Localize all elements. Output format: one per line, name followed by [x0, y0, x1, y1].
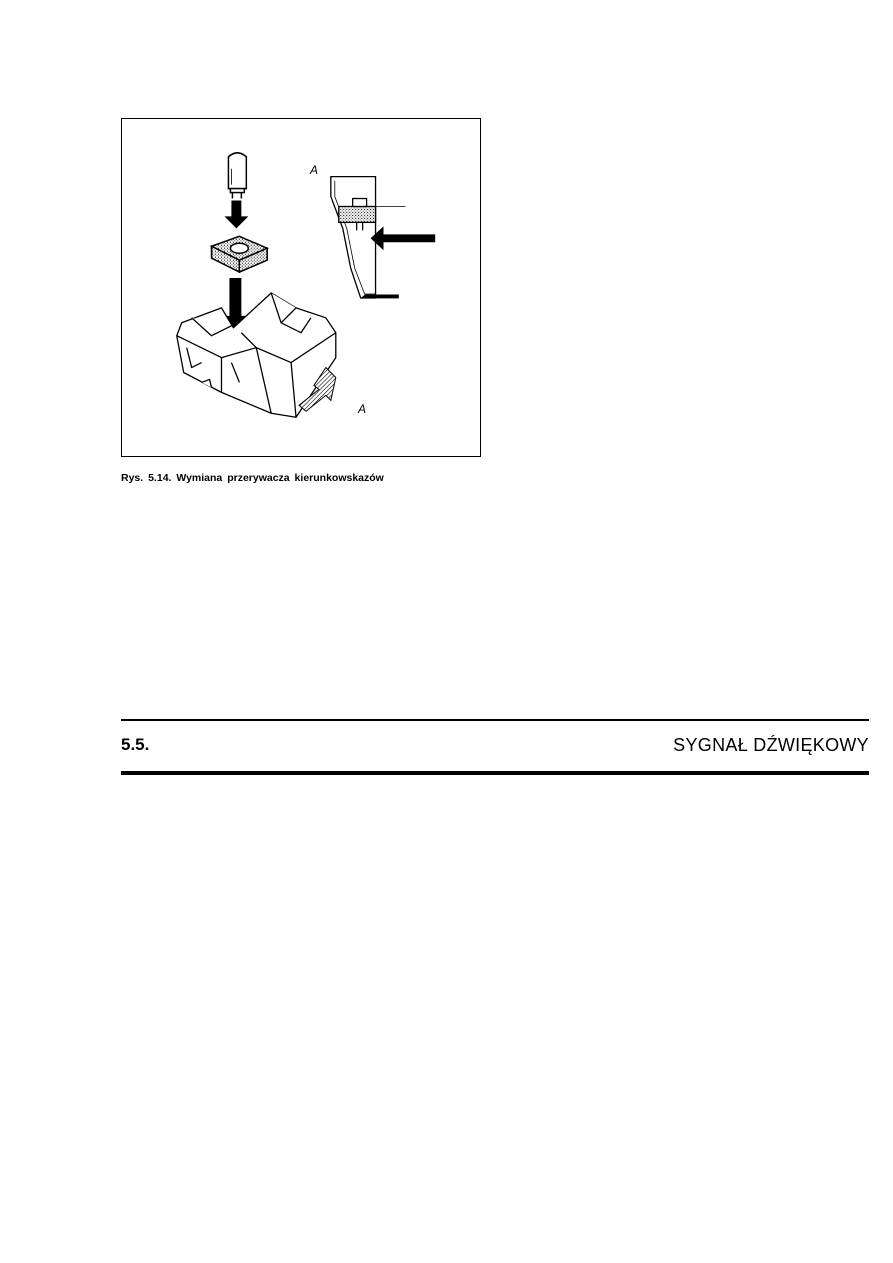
figure-caption: Rys. 5.14. Wymiana przerywacza kierunkowskazów [121, 472, 384, 484]
figure-frame [121, 118, 481, 457]
detail-label-top: A [310, 163, 319, 177]
section-title: SYGNAŁ DŹWIĘKOWY [673, 735, 869, 755]
foam-holder [212, 236, 268, 272]
arrow-left-icon [371, 226, 436, 250]
detail-label-bottom: A [358, 402, 367, 416]
section-divider-bottom [121, 771, 869, 775]
arrow-down-icon [224, 201, 248, 229]
flasher-replacement-illustration [122, 119, 480, 456]
section-divider-top [121, 719, 869, 721]
flasher-relay [228, 153, 246, 199]
section-number: 5.5. [121, 735, 150, 754]
